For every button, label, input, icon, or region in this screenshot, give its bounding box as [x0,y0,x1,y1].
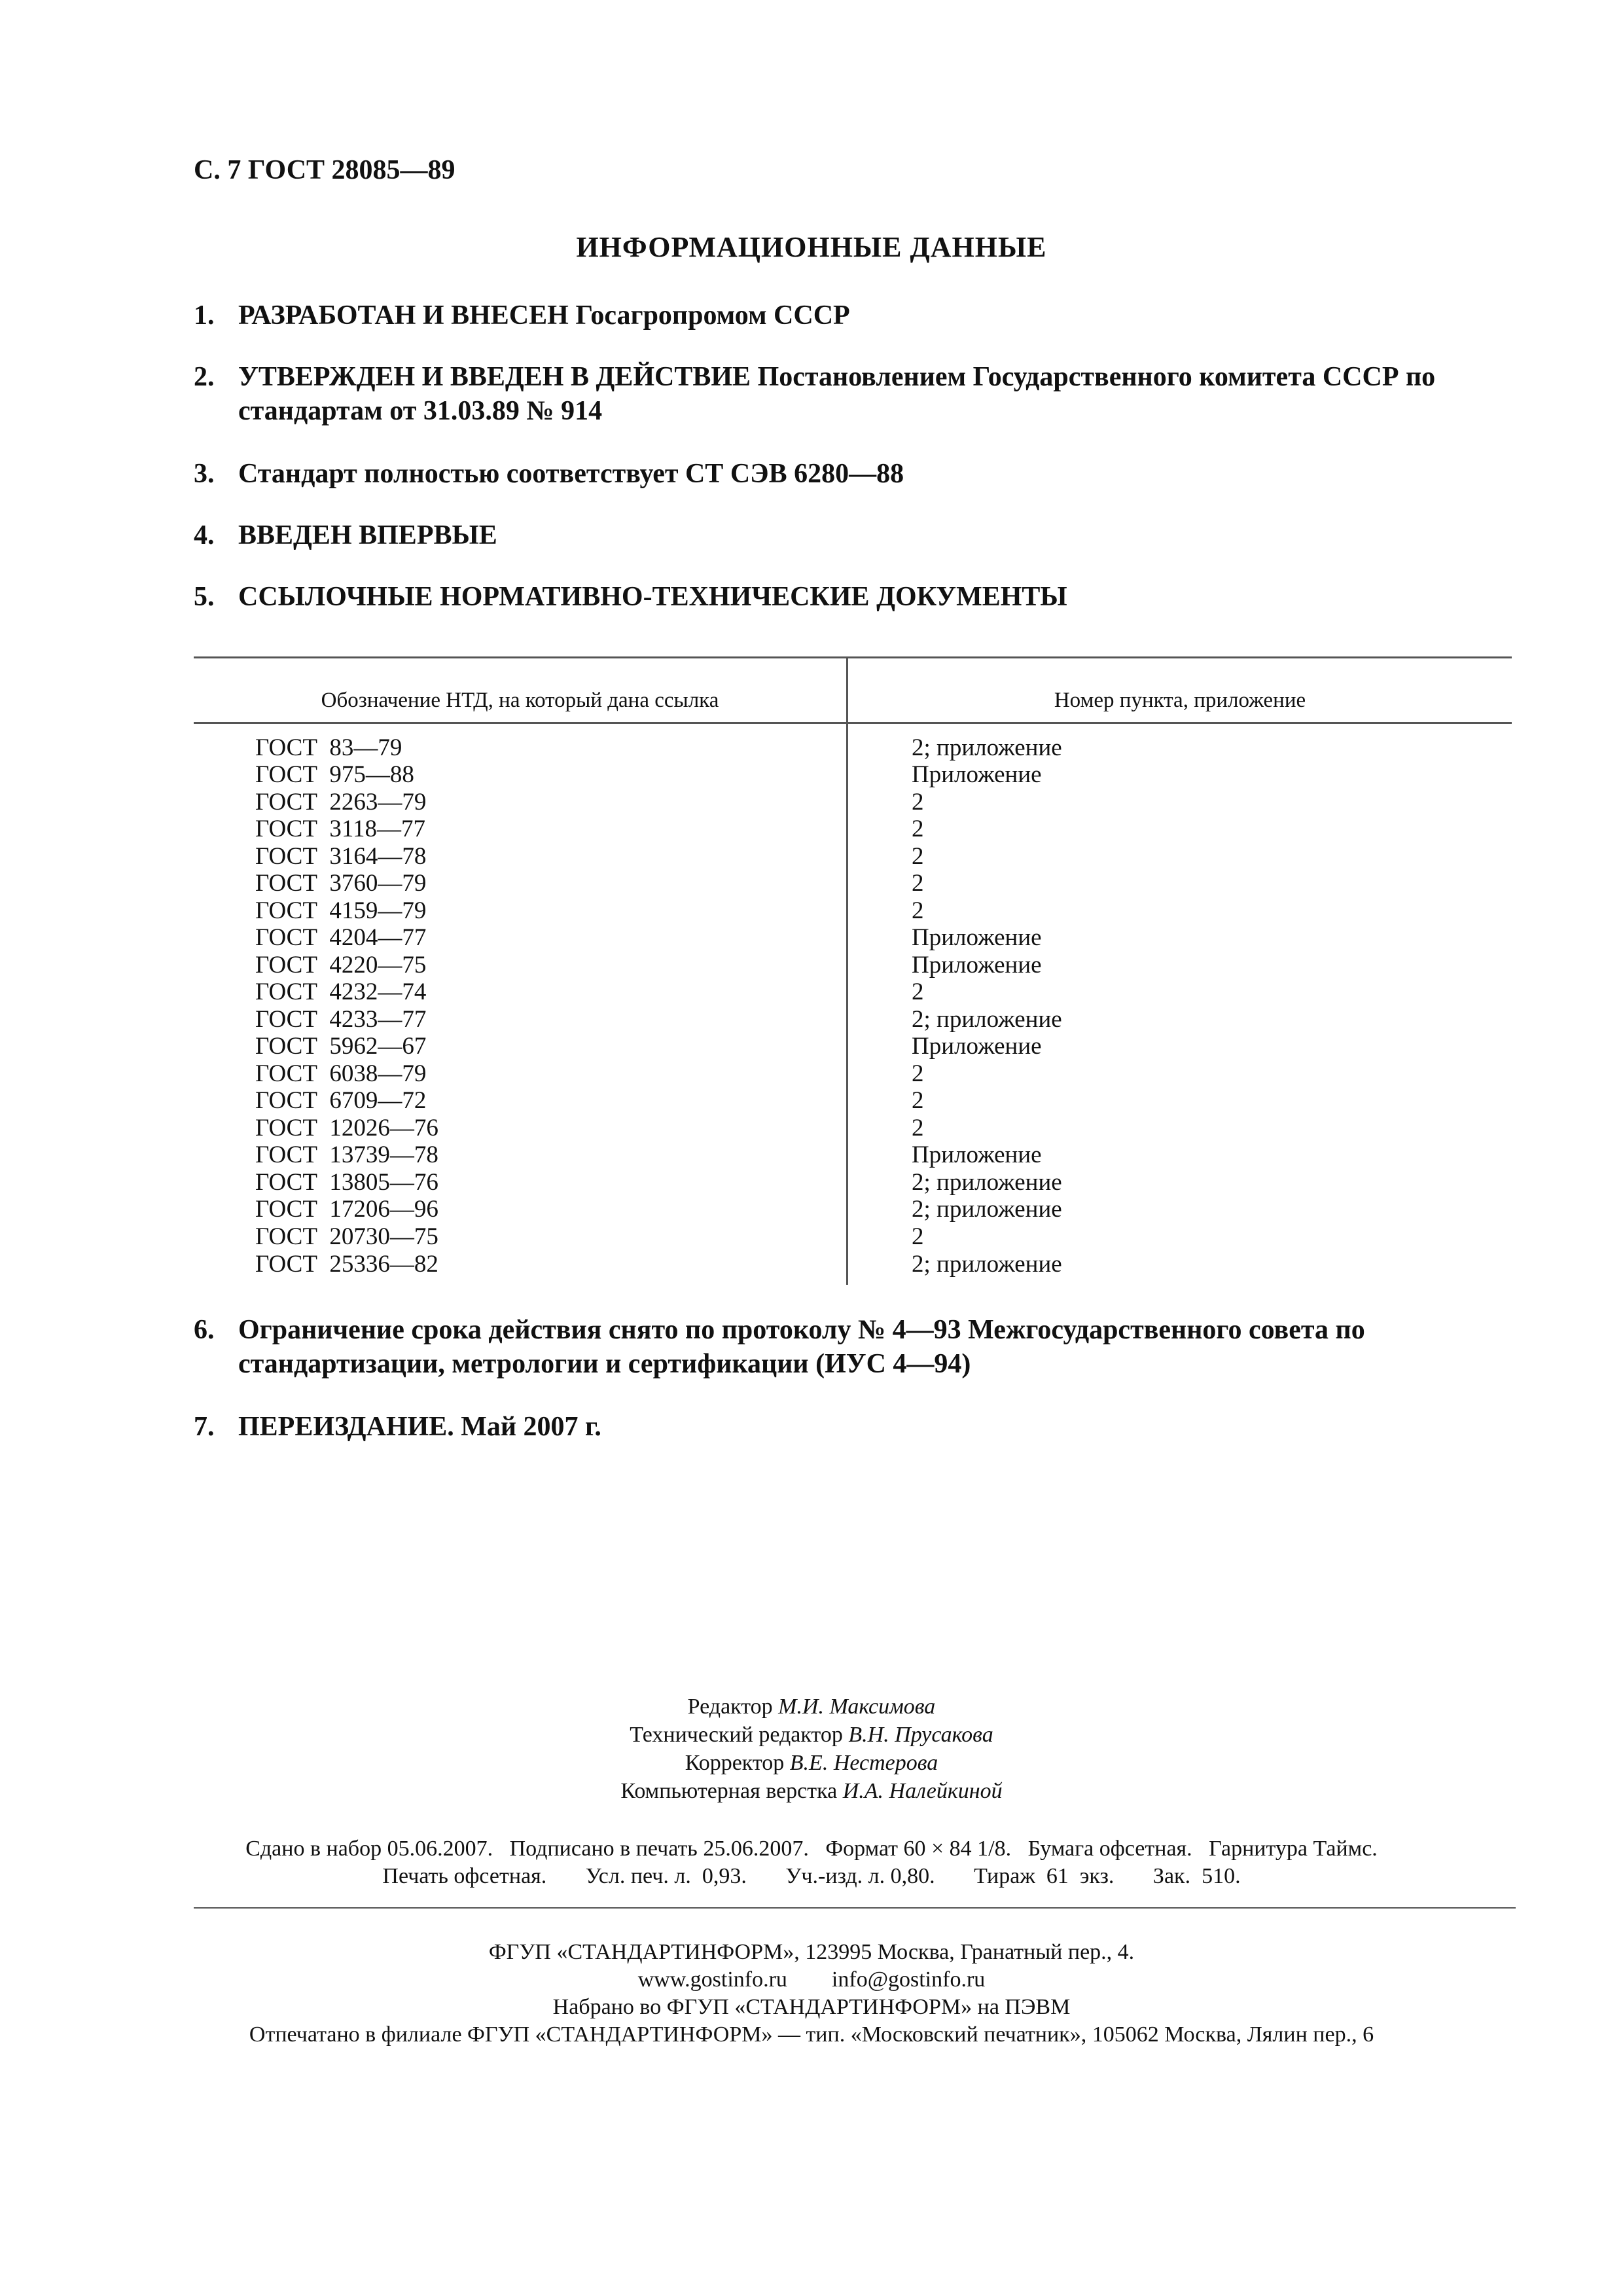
table-header-rule [194,722,1512,724]
table-cell-designation: ГОСТ 13739—78 [255,1141,438,1168]
info-item-6 [194,1313,1509,1381]
table-cell-reference: 2 [912,789,924,816]
table-cell-designation: ГОСТ 6038—79 [255,1060,427,1087]
table-cell-designation: ГОСТ 83—79 [255,734,402,761]
table-cell-designation: ГОСТ 6709—72 [255,1087,427,1114]
credit-role: Компьютерная верстка [620,1779,838,1803]
item-number: 3. [194,459,215,489]
table-cell-reference: 2 [912,897,924,924]
table-top-rule [194,656,1512,658]
table-cell-reference: 2 [912,816,924,842]
table-cell-designation: ГОСТ 13805—76 [255,1169,438,1196]
table-cell-designation: ГОСТ 12026—76 [255,1115,438,1141]
table-cell-designation: ГОСТ 2263—79 [255,789,427,816]
credit-tech-editor [0,1721,1623,1749]
publisher-contacts: www.gostinfo.ru info@gostinfo.ru [637,1967,986,1992]
item-lead: ПЕРЕИЗДАНИЕ. [238,1412,454,1442]
item-text: Ограничение срока действия снято по протоколу № 4—93 Межгосударственного совета по стандартизации, метрологии и сертификации (ИУС 4—94) [238,1315,1365,1379]
table-cell-reference: 2 [912,1115,924,1141]
table-cell-reference: 2 [912,843,924,870]
table-cell-reference: Приложение [912,1141,1042,1168]
table-cell-designation: ГОСТ 975—88 [255,761,414,788]
table-cell-reference: Приложение [912,1033,1042,1060]
credit-name: В.Н. Прусакова [848,1723,993,1747]
table-cell-designation: ГОСТ 20730—75 [255,1223,438,1250]
imprint-line-1: Сдано в набор 05.06.2007. Подписано в печать 25.06.2007. Формат 60 × 84 1/8. Бумага офсетная. Гарнитура Таймс. [245,1837,1378,1861]
table-column-divider [846,656,848,1285]
credit-editor [0,1693,1623,1721]
table-cell-designation: ГОСТ 3164—78 [255,843,427,870]
table-cell-reference: Приложение [912,952,1042,978]
credit-name: В.Е. Нестерова [789,1751,938,1775]
table-cell-reference: Приложение [912,924,1042,951]
item-lead: ВВЕДЕН ВПЕРВЫЕ [238,520,497,550]
table-header-designation: Обозначение НТД, на который дана ссылка [321,689,719,712]
table-cell-reference: 2; приложение [912,1251,1062,1278]
table-cell-designation: ГОСТ 4159—79 [255,897,427,924]
credit-role: Технический редактор [630,1723,843,1747]
item-text: Стандарт полностью соответствует СТ СЭВ 6280—88 [238,459,904,489]
table-header-reference: Номер пункта, приложение [1054,689,1306,712]
info-item-5 [194,580,1509,614]
table-cell-reference: 2 [912,1060,924,1087]
table-cell-reference: Приложение [912,761,1042,788]
item-lead: УТВЕРЖДЕН И ВВЕДЕН В ДЕЙСТВИЕ [238,362,751,392]
credit-name: М.И. Максимова [778,1695,936,1719]
item-number: 4. [194,520,215,550]
table-cell-designation: ГОСТ 3760—79 [255,870,427,897]
table-cell-designation: ГОСТ 4232—74 [255,978,427,1005]
table-cell-designation: ГОСТ 5962—67 [255,1033,427,1060]
table-cell-designation: ГОСТ 4233—77 [255,1006,427,1033]
item-text: Постановлением Государственного комитета СССР по стандартам от 31.03.89 № 914 [238,362,1436,426]
table-cell-reference: 2 [912,870,924,897]
document-title: ИНФОРМАЦИОННЫЕ ДАННЫЕ [576,231,1047,263]
page-header: С. 7 ГОСТ 28085—89 [194,155,455,185]
info-item-1 [194,298,1509,332]
item-number: 7. [194,1412,215,1442]
credit-role: Корректор [685,1751,785,1775]
info-item-3 [194,457,1509,491]
credit-role: Редактор [687,1695,773,1719]
credit-layout [0,1777,1623,1805]
item-text: Май 2007 г. [454,1412,601,1442]
table-cell-reference: 2 [912,978,924,1005]
credit-proofreader [0,1749,1623,1777]
table-cell-reference: 2; приложение [912,1006,1062,1033]
table-cell-reference: 2 [912,1087,924,1114]
table-cell-designation: ГОСТ 17206—96 [255,1196,438,1223]
item-lead: РАЗРАБОТАН И ВНЕСЕН [238,300,569,331]
item-number: 2. [194,362,215,392]
item-lead: ССЫЛОЧНЫЕ НОРМАТИВНО-ТЕХНИЧЕСКИЕ ДОКУМЕНТЫ [238,582,1067,612]
publisher-line-4: Отпечатано в филиале ФГУП «СТАНДАРТИНФОРМ» — тип. «Московский печатник», 105062 Москва, Лялин пер., 6 [249,2022,1374,2047]
item-number: 1. [194,300,215,331]
table-cell-reference: 2 [912,1223,924,1250]
info-item-7 [194,1410,1509,1444]
table-cell-reference: 2; приложение [912,734,1062,761]
info-item-2 [194,360,1509,428]
item-number: 5. [194,582,215,612]
publisher-line-3: Набрано во ФГУП «СТАНДАРТИНФОРМ» на ПЭВМ [552,1995,1071,2019]
table-cell-reference: 2; приложение [912,1196,1062,1223]
table-cell-reference: 2; приложение [912,1169,1062,1196]
table-cell-designation: ГОСТ 25336—82 [255,1251,438,1278]
publisher-line-1: ФГУП «СТАНДАРТИНФОРМ», 123995 Москва, Гранатный пер., 4. [488,1940,1135,1964]
table-cell-designation: ГОСТ 3118—77 [255,816,426,842]
table-cell-designation: ГОСТ 4204—77 [255,924,427,951]
item-text: Госагропромом СССР [568,300,850,331]
credit-name: И.А. Налейкиной [842,1779,1003,1803]
imprint-line-2: Печать офсетная. Усл. печ. л. 0,93. Уч.-изд. л. 0,80. Тираж 61 экз. Зак. 510. [382,1864,1241,1888]
table-cell-designation: ГОСТ 4220—75 [255,952,427,978]
imprint-divider [194,1907,1516,1909]
item-number: 6. [194,1315,215,1345]
info-item-4 [194,518,1509,552]
